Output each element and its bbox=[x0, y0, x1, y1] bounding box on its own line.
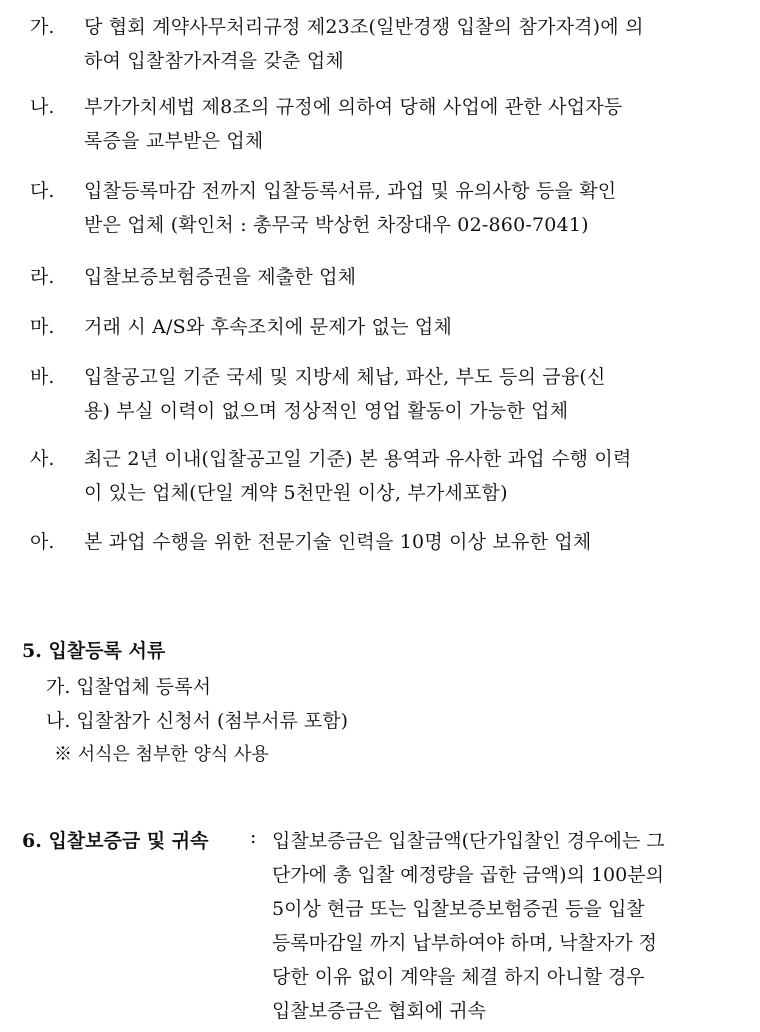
section-6-text: 당한 이유 없이 계약을 체결 하지 아니할 경우 bbox=[272, 966, 645, 988]
section-5-item: 가. 입찰업체 등록서 bbox=[46, 676, 211, 698]
item-marker: 나. bbox=[30, 96, 55, 118]
item-marker: 라. bbox=[30, 266, 55, 288]
item-marker: 가. bbox=[30, 16, 55, 38]
item-marker: 마. bbox=[30, 316, 55, 338]
section-6-text: 입찰보증금은 입찰금액(단가입찰인 경우에는 그 bbox=[272, 830, 665, 852]
item-text: 입찰공고일 기준 국세 및 지방세 체납, 파산, 부도 등의 금융(신 bbox=[84, 366, 606, 388]
item-text: 하여 입찰참가자격을 갖춘 업체 bbox=[84, 50, 344, 72]
item-marker: 아. bbox=[30, 531, 55, 553]
section-6-text: 5이상 현금 또는 입찰보증보험증권 등을 입찰 bbox=[272, 898, 645, 920]
section-6-colon: : bbox=[250, 826, 257, 848]
section-5-item: 나. 입찰참가 신청서 (첨부서류 포함) bbox=[46, 710, 348, 732]
item-text: 록증을 교부받은 업체 bbox=[84, 130, 264, 152]
item-text: 용) 부실 이력이 없으며 정상적인 영업 활동이 가능한 업체 bbox=[84, 400, 569, 422]
item-text: 거래 시 A/S와 후속조치에 문제가 없는 업체 bbox=[84, 316, 453, 338]
item-text: 입찰보증보험증권을 제출한 업체 bbox=[84, 266, 357, 288]
section-6-text: 등록마감일 까지 납부하여야 하며, 낙찰자가 정 bbox=[272, 932, 657, 954]
section-6-text: 입찰보증금은 협회에 귀속 bbox=[272, 1000, 486, 1022]
item-text: 받은 업체 (확인처 : 총무국 박상헌 차장대우 02-860-7041) bbox=[84, 214, 589, 236]
section-5-note: ※ 서식은 첨부한 양식 사용 bbox=[54, 744, 269, 765]
section-5-title: 5. 입찰등록 서류 bbox=[22, 640, 166, 662]
item-text: 당 협회 계약사무처리규정 제23조(일반경쟁 입찰의 참가자격)에 의 bbox=[84, 16, 644, 38]
item-marker: 다. bbox=[30, 180, 55, 202]
item-marker: 사. bbox=[30, 448, 55, 470]
item-text: 최근 2년 이내(입찰공고일 기준) 본 용역과 유사한 과업 수행 이력 bbox=[84, 448, 632, 470]
item-text: 본 과업 수행을 위한 전문기술 인력을 10명 이상 보유한 업체 bbox=[84, 531, 592, 553]
item-text: 입찰등록마감 전까지 입찰등록서류, 과업 및 유의사항 등을 확인 bbox=[84, 180, 617, 202]
item-text: 이 있는 업체(단일 계약 5천만원 이상, 부가세포함) bbox=[84, 482, 508, 504]
section-6-text: 단가에 총 입찰 예정량을 곱한 금액)의 100분의 bbox=[272, 864, 664, 886]
item-text: 부가가치세법 제8조의 규정에 의하여 당해 사업에 관한 사업자등 bbox=[84, 96, 623, 118]
item-marker: 바. bbox=[30, 366, 55, 388]
section-6-title: 6. 입찰보증금 및 귀속 bbox=[22, 830, 209, 852]
